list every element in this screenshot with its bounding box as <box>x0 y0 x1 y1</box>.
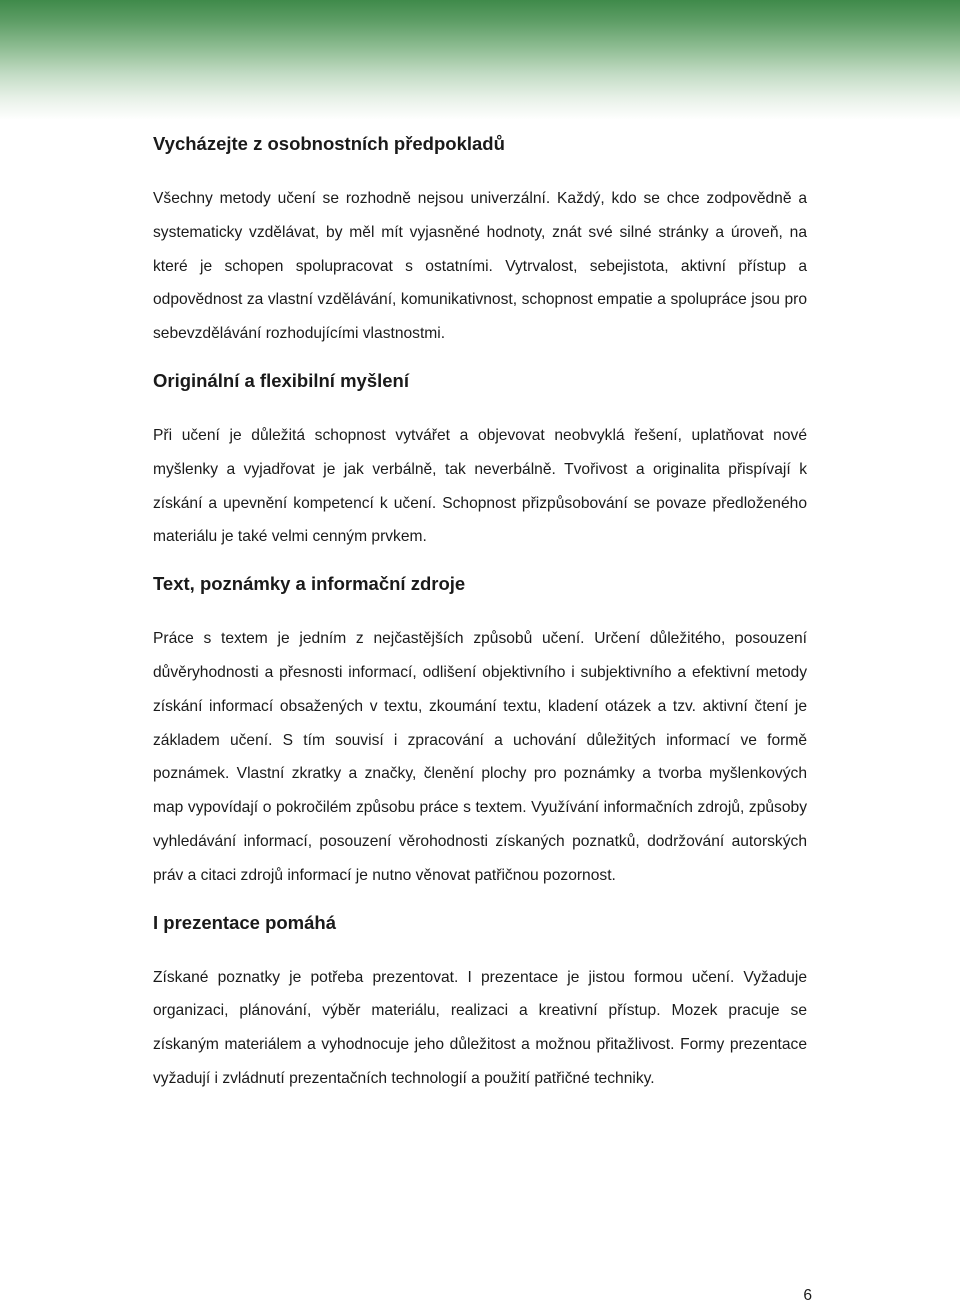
section-paragraph-presentation: Získané poznatky je potřeba prezentovat. I prezentace je jistou formou učení. Vyžaduje organizaci, plánování, výběr materiálu, realizaci a kreativní přístup. Mozek pracuje se získaným materiálem a vyhodnocuje jeho důležitost a možnou přitažlivost. Formy prezentace vyžadují i zvládnutí prezentačních technologií a použití patřičné techniky. <box>153 968 807 1087</box>
header-gradient-band <box>0 0 960 120</box>
document-body <box>153 126 807 1096</box>
section-paragraph-personal-prerequisites: Všechny metody učení se rozhodně nejsou univerzální. Každý, kdo se chce zodpovědně a systematicky vzdělávat, by měl mít vyjasněné hodnoty, znát své silné stránky a úroveň, na které je schopen spolupracovat s ostatními. Vytrvalost, sebejistota, aktivní přístup a odpovědnost za vlastní vzdělávání, komunikativnost, schopnost empatie a spolupráce jsou pro sebevzdělávání rozhodujícími vlastnostmi. <box>153 190 807 343</box>
page-number: 6 <box>803 1287 812 1304</box>
section-heading-presentation: I prezentace pomáhá <box>153 911 337 933</box>
section-paragraph-text-notes-sources: Práce s textem je jedním z nejčastějších způsobů učení. Určení důležitého, posouzení důvěryhodnosti a přesnosti informací, odlišení objektivního i subjektivního a efektivní metody získání informací obsažených v textu, zkoumání textu, kladení otázek a tzv. aktivní čtení je základem učení. S tím souvisí i zpracování a uchování důležitých informací ve formě poznámek. Vlastní zkratky a značky, členění plochy pro poznámky a tvorba myšlenkových map vypovídají o pokročilém způsobu práce s textem. Využívání informačních zdrojů, způsoby vyhledávání informací, posouzení věrohodnosti získaných poznatků, dodržování autorských práv a citaci zdrojů informací je nutno věnovat patřičnou pozornost. <box>153 630 807 884</box>
section-heading-original-thinking: Originální a flexibilní myšlení <box>153 369 409 391</box>
section-heading-text-notes-sources: Text, poznámky a informační zdroje <box>153 573 466 595</box>
section-heading-personal-prerequisites: Vycházejte z osobnostních předpokladů <box>153 133 505 154</box>
section-paragraph-original-thinking: Při učení je důležitá schopnost vytvářet a objevovat neobvyklá řešení, uplatňovat nové myšlenky a vyjadřovat je jak verbálně, tak neverbálně. Tvořivost a originalita přispívají k získání a upevnění kompetencí k učení. Schopnost přizpůsobování se povaze předloženého materiálu je také velmi cenným prvkem. <box>153 426 807 546</box>
